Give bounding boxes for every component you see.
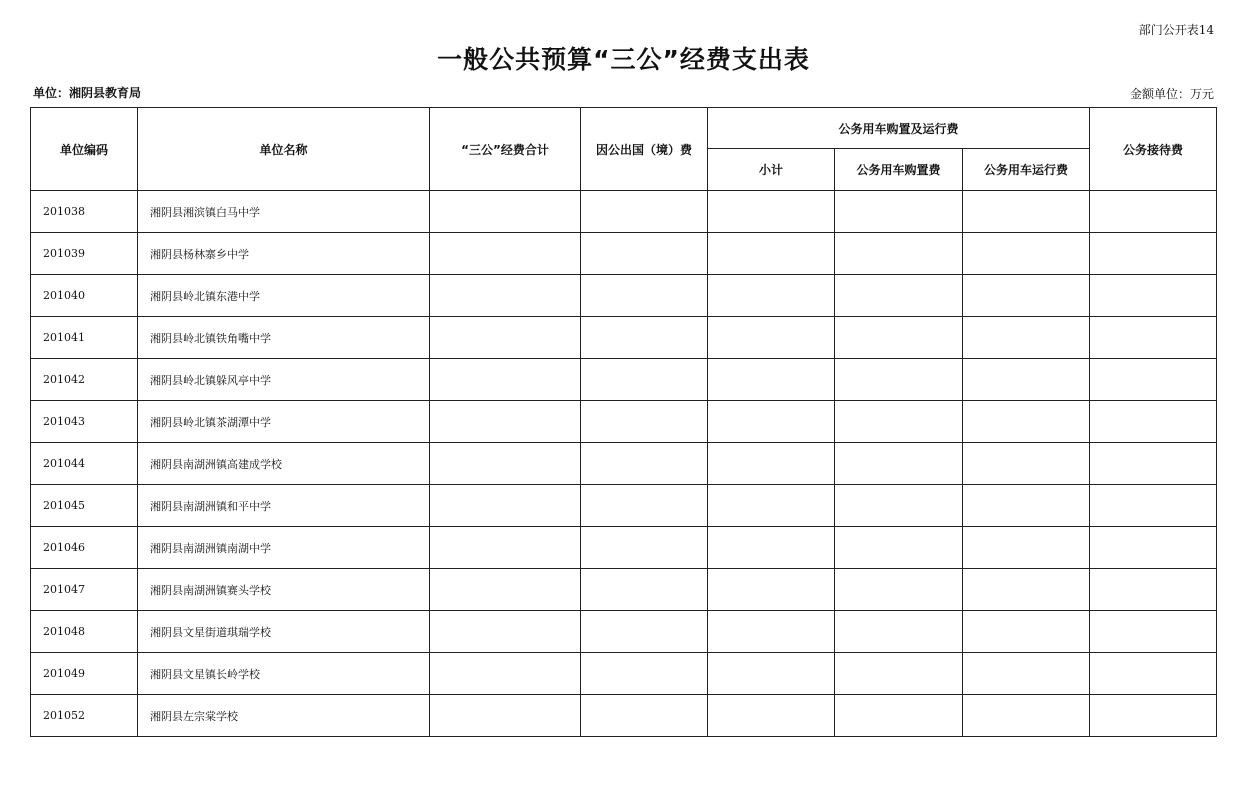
cell-unit-name: 湘阴县杨林寨乡中学 <box>138 233 430 275</box>
table-row <box>31 359 1217 401</box>
cell-abroad <box>581 527 708 569</box>
cell-reception <box>1090 695 1217 737</box>
table-row <box>31 527 1217 569</box>
cell-unit-name: 湘阴县岭北镇铁角嘴中学 <box>138 317 430 359</box>
header-abroad: 因公出国（境）费 <box>581 108 708 191</box>
cell-vehicle-purchase <box>835 611 963 653</box>
header-row-1 <box>31 108 1217 149</box>
cell-unit-code: 201046 <box>31 527 138 569</box>
table-body <box>31 191 1217 737</box>
header-subtotal: 小计 <box>708 149 835 191</box>
cell-vehicle-purchase <box>835 695 963 737</box>
cell-subtotal <box>708 569 835 611</box>
cell-abroad <box>581 485 708 527</box>
cell-subtotal <box>708 401 835 443</box>
header-vehicle-group: 公务用车购置及运行费 <box>708 108 1090 149</box>
cell-unit-code: 201040 <box>31 275 138 317</box>
cell-unit-code: 201047 <box>31 569 138 611</box>
cell-vehicle-operation <box>963 317 1090 359</box>
cell-vehicle-purchase <box>835 233 963 275</box>
header-total: “三公”经费合计 <box>430 108 581 191</box>
cell-unit-name: 湘阴县南湖洲镇赛头学校 <box>138 569 430 611</box>
table-row <box>31 275 1217 317</box>
unit-label: 单位：湘阴县教育局 <box>33 86 142 100</box>
cell-total <box>430 275 581 317</box>
header-vehicle-purchase: 公务用车购置费 <box>835 149 963 191</box>
cell-unit-code: 201043 <box>31 401 138 443</box>
cell-reception <box>1090 275 1217 317</box>
cell-subtotal <box>708 485 835 527</box>
cell-vehicle-operation <box>963 653 1090 695</box>
table-row <box>31 233 1217 275</box>
cell-abroad <box>581 611 708 653</box>
cell-reception <box>1090 233 1217 275</box>
cell-reception <box>1090 485 1217 527</box>
cell-vehicle-operation <box>963 695 1090 737</box>
cell-total <box>430 485 581 527</box>
cell-total <box>430 233 581 275</box>
cell-total <box>430 443 581 485</box>
header-name: 单位名称 <box>138 108 430 191</box>
cell-reception <box>1090 317 1217 359</box>
cell-total <box>430 653 581 695</box>
cell-subtotal <box>708 275 835 317</box>
cell-unit-name: 湘阴县左宗棠学校 <box>138 695 430 737</box>
money-unit-label: 金额单位：万元 <box>1129 87 1214 101</box>
cell-total <box>430 317 581 359</box>
cell-vehicle-operation <box>963 359 1090 401</box>
header-code: 单位编码 <box>31 108 138 191</box>
cell-reception <box>1090 653 1217 695</box>
cell-abroad <box>581 233 708 275</box>
table-row <box>31 653 1217 695</box>
cell-abroad <box>581 653 708 695</box>
cell-subtotal <box>708 359 835 401</box>
header-reception: 公务接待费 <box>1090 108 1217 191</box>
cell-vehicle-operation <box>963 443 1090 485</box>
table-row <box>31 569 1217 611</box>
header-vehicle-operation: 公务用车运行费 <box>963 149 1090 191</box>
cell-subtotal <box>708 653 835 695</box>
cell-abroad <box>581 401 708 443</box>
form-number: 部门公开表14 <box>1138 23 1214 37</box>
cell-unit-name: 湘阴县南湖洲镇高建成学校 <box>138 443 430 485</box>
cell-subtotal <box>708 191 835 233</box>
cell-total <box>430 569 581 611</box>
cell-vehicle-purchase <box>835 359 963 401</box>
cell-vehicle-operation <box>963 527 1090 569</box>
cell-unit-code: 201044 <box>31 443 138 485</box>
cell-unit-name: 湘阴县岭北镇躲风亭中学 <box>138 359 430 401</box>
cell-vehicle-operation <box>963 191 1090 233</box>
cell-reception <box>1090 611 1217 653</box>
cell-abroad <box>581 191 708 233</box>
cell-vehicle-purchase <box>835 485 963 527</box>
cell-abroad <box>581 359 708 401</box>
cell-unit-code: 201048 <box>31 611 138 653</box>
cell-total <box>430 191 581 233</box>
cell-unit-code: 201049 <box>31 653 138 695</box>
cell-vehicle-purchase <box>835 401 963 443</box>
table-row <box>31 443 1217 485</box>
cell-unit-code: 201038 <box>31 191 138 233</box>
cell-subtotal <box>708 317 835 359</box>
cell-vehicle-operation <box>963 275 1090 317</box>
cell-vehicle-purchase <box>835 443 963 485</box>
cell-unit-name: 湘阴县南湖洲镇南湖中学 <box>138 527 430 569</box>
cell-vehicle-purchase <box>835 191 963 233</box>
cell-total <box>430 611 581 653</box>
cell-unit-code: 201039 <box>31 233 138 275</box>
cell-unit-name: 湘阴县文星镇长岭学校 <box>138 653 430 695</box>
page-title: 一般公共预算“三公”经费支出表 <box>437 45 810 74</box>
cell-total <box>430 401 581 443</box>
cell-vehicle-operation <box>963 401 1090 443</box>
cell-unit-name: 湘阴县岭北镇东港中学 <box>138 275 430 317</box>
cell-reception <box>1090 527 1217 569</box>
cell-unit-code: 201042 <box>31 359 138 401</box>
cell-unit-code: 201045 <box>31 485 138 527</box>
cell-vehicle-purchase <box>835 569 963 611</box>
cell-total <box>430 359 581 401</box>
cell-vehicle-purchase <box>835 317 963 359</box>
cell-subtotal <box>708 611 835 653</box>
table-row <box>31 611 1217 653</box>
cell-reception <box>1090 359 1217 401</box>
cell-vehicle-purchase <box>835 527 963 569</box>
cell-total <box>430 527 581 569</box>
table-row <box>31 317 1217 359</box>
table-row <box>31 695 1217 737</box>
cell-subtotal <box>708 695 835 737</box>
cell-abroad <box>581 275 708 317</box>
cell-abroad <box>581 569 708 611</box>
cell-abroad <box>581 443 708 485</box>
cell-unit-name: 湘阴县文星街道琪瑞学校 <box>138 611 430 653</box>
three-public-expenses-table <box>30 107 1217 737</box>
cell-vehicle-purchase <box>835 653 963 695</box>
cell-vehicle-operation <box>963 485 1090 527</box>
cell-abroad <box>581 695 708 737</box>
cell-total <box>430 695 581 737</box>
cell-unit-name: 湘阴县南湖洲镇和平中学 <box>138 485 430 527</box>
cell-vehicle-purchase <box>835 275 963 317</box>
table-row <box>31 401 1217 443</box>
cell-unit-code: 201041 <box>31 317 138 359</box>
cell-reception <box>1090 191 1217 233</box>
table-row <box>31 191 1217 233</box>
cell-vehicle-operation <box>963 233 1090 275</box>
cell-abroad <box>581 317 708 359</box>
cell-vehicle-operation <box>963 569 1090 611</box>
cell-reception <box>1090 569 1217 611</box>
cell-subtotal <box>708 233 835 275</box>
cell-reception <box>1090 401 1217 443</box>
table-row <box>31 485 1217 527</box>
cell-unit-name: 湘阴县岭北镇茶湖潭中学 <box>138 401 430 443</box>
cell-unit-code: 201052 <box>31 695 138 737</box>
cell-subtotal <box>708 443 835 485</box>
cell-vehicle-operation <box>963 611 1090 653</box>
cell-reception <box>1090 443 1217 485</box>
cell-subtotal <box>708 527 835 569</box>
cell-unit-name: 湘阴县湘滨镇白马中学 <box>138 191 430 233</box>
